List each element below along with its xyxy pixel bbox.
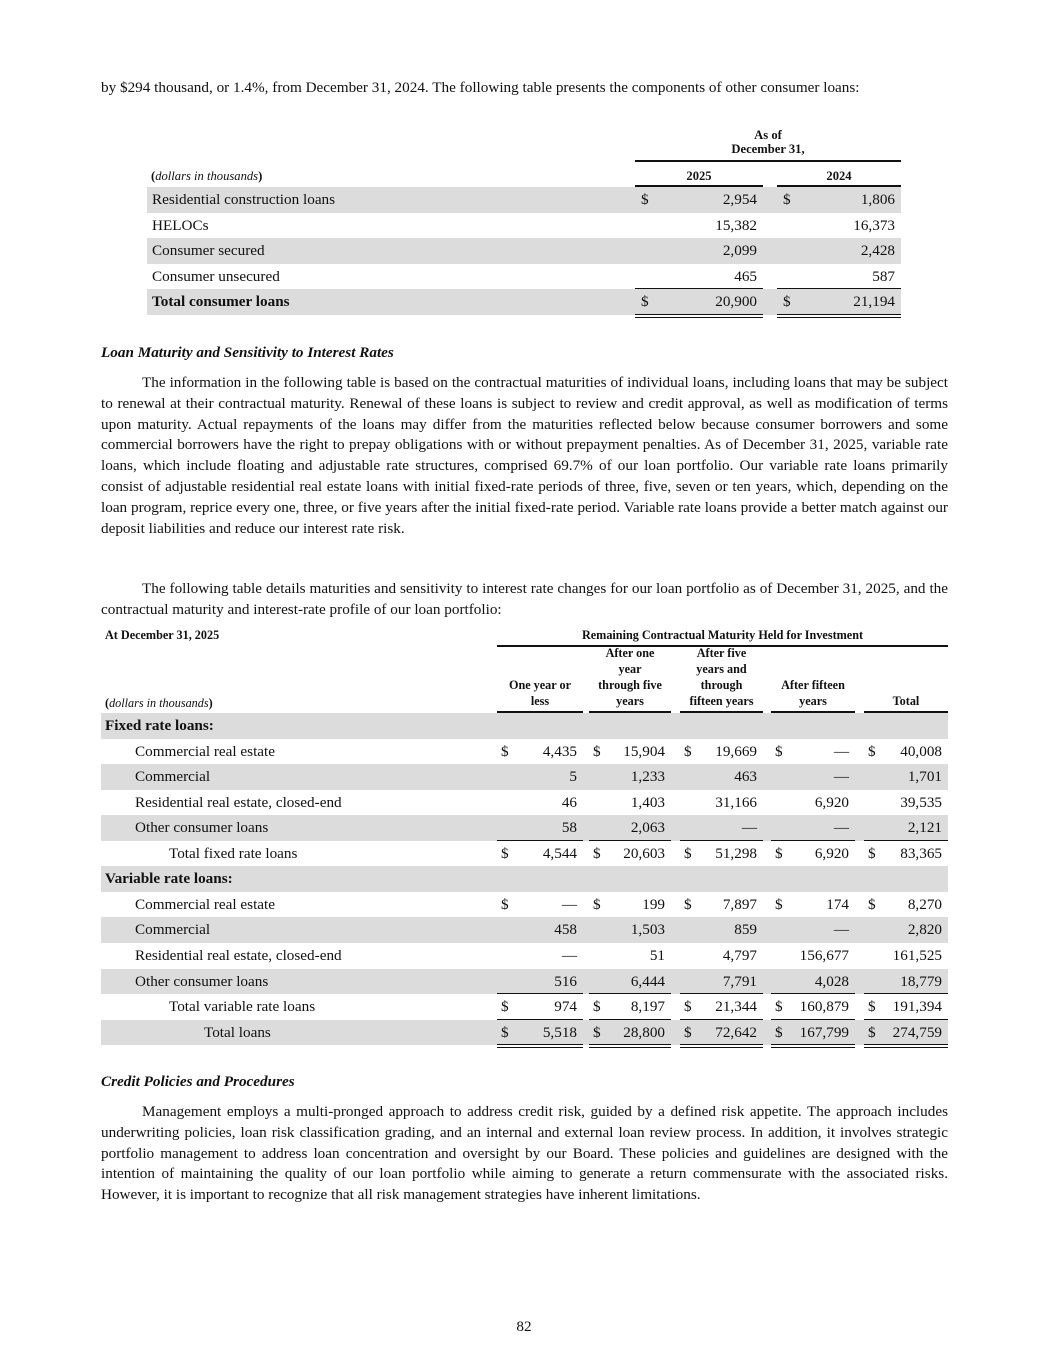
- currency-symbol: $: [593, 895, 601, 913]
- cell-value: 15,382: [715, 216, 757, 234]
- currency-symbol: $: [775, 895, 783, 913]
- cell-value: 2,954: [722, 191, 757, 208]
- row-label: Total loans: [204, 1023, 271, 1041]
- cell-value: 20,603: [623, 844, 665, 862]
- table-row: [101, 739, 948, 765]
- double-underline: [497, 1044, 583, 1048]
- units-label: (dollars in thousands): [105, 696, 213, 710]
- column-header-line: less: [530, 694, 550, 708]
- table-row: [101, 892, 948, 918]
- currency-symbol: $: [868, 1023, 876, 1041]
- double-underline: [771, 1044, 855, 1048]
- units-text: dollars in thousands: [155, 169, 259, 183]
- cell-value: 274,759: [892, 1023, 942, 1041]
- double-underline: [680, 1044, 763, 1048]
- subtotal-rule: [771, 993, 855, 994]
- section-label: Variable rate loans:: [105, 870, 233, 888]
- cell-value: 199: [642, 895, 665, 913]
- currency-symbol: $: [783, 293, 791, 311]
- table-row: [147, 238, 901, 264]
- cell-value: 167,799: [799, 1023, 849, 1041]
- currency-symbol: $: [684, 998, 692, 1016]
- table-row: [147, 213, 901, 239]
- column-header-line: After one: [605, 646, 655, 660]
- cell-value: 19,669: [715, 742, 757, 760]
- currency-symbol: $: [501, 998, 509, 1016]
- as-of-label: At December 31, 2025: [105, 628, 220, 642]
- row-label: Total consumer loans: [152, 293, 290, 311]
- cell-value: 6,920: [814, 844, 849, 862]
- row-label: Commercial: [135, 768, 211, 786]
- column-header: [771, 677, 855, 709]
- cell-value: 4,797: [722, 946, 757, 964]
- row-label: HELOCs: [152, 216, 209, 234]
- cell-value: 974: [554, 998, 577, 1016]
- cell-value: —: [833, 742, 849, 760]
- cell-value: 2,063: [630, 819, 665, 837]
- currency-symbol: $: [501, 844, 509, 862]
- currency-symbol: $: [501, 1023, 509, 1041]
- section-title-loan-maturity: Loan Maturity and Sensitivity to Interest Rates: [101, 344, 394, 361]
- currency-symbol: $: [775, 844, 783, 862]
- intro-paragraph: by $294 thousand, or 1.4%, from December 31, 2024. The following table presents the components of other consumer loans:: [101, 79, 860, 96]
- row-label: Other consumer loans: [135, 972, 269, 990]
- currency-symbol: $: [593, 742, 601, 760]
- total-rule: [497, 1019, 583, 1020]
- cell-value: 46: [561, 793, 577, 811]
- cell-value: 2,099: [722, 242, 757, 260]
- table-row: [101, 866, 948, 892]
- column-header-line: years: [799, 694, 827, 708]
- cell-value: 72,642: [715, 1023, 757, 1041]
- currency-symbol: $: [775, 1023, 783, 1041]
- currency-symbol: $: [868, 998, 876, 1016]
- column-header: [864, 693, 948, 709]
- column-header-line: years and: [696, 662, 747, 676]
- total-rule: [589, 1019, 671, 1020]
- group-header: Remaining Contractual Maturity Held for Investment: [581, 628, 864, 642]
- column-header-line: One year or: [508, 678, 572, 692]
- column-header-line: through: [700, 678, 743, 692]
- double-underline: [589, 1044, 671, 1048]
- subtotal-rule: [497, 993, 583, 994]
- cell-value: 7,897: [722, 895, 757, 913]
- column-header-line: years: [616, 694, 644, 708]
- table-row: [101, 790, 948, 816]
- currency-symbol: $: [775, 998, 783, 1016]
- currency-symbol: $: [684, 742, 692, 760]
- cell-value: 6,444: [630, 972, 665, 990]
- cell-value: 458: [554, 921, 577, 939]
- cell-value: 15,904: [623, 742, 665, 760]
- subtotal-rule: [771, 840, 855, 841]
- section-label: Fixed rate loans:: [105, 717, 214, 734]
- cell-value: 31,166: [715, 793, 757, 811]
- column-header-2025: 2025: [686, 169, 712, 183]
- currency-symbol: $: [593, 998, 601, 1016]
- double-underline: [635, 314, 763, 318]
- units-label: (dollars in thousands): [151, 169, 263, 183]
- cell-value: 28,800: [623, 1023, 665, 1041]
- maturity-paragraph-2: The following table details maturities and sensitivity to interest rate changes for our loan portfolio as of December 31, 2025, and the contractual maturity and interest-rate profile of our loan portfolio:: [101, 580, 948, 618]
- cell-value: 5: [569, 768, 577, 786]
- table-row: [101, 1020, 948, 1046]
- cell-value: 7,791: [722, 972, 757, 990]
- cell-value: —: [833, 921, 849, 939]
- row-label: Commercial: [135, 921, 211, 939]
- row-label: Commercial real estate: [135, 742, 275, 760]
- cell-value: 2,820: [907, 921, 942, 939]
- cell-value: 20,900: [715, 293, 757, 311]
- group-header-line: December 31,: [731, 142, 805, 156]
- cell-value: 156,677: [799, 946, 849, 964]
- cell-value: 587: [872, 267, 895, 285]
- cell-value: —: [741, 819, 757, 837]
- column-header-line: year: [618, 662, 642, 676]
- column-header-2024: 2024: [826, 169, 852, 183]
- cell-value: —: [833, 819, 849, 837]
- units-text: dollars in thousands: [109, 696, 209, 710]
- cell-value: 16,373: [853, 216, 895, 234]
- cell-value: 1,403: [630, 793, 665, 811]
- column-header: [589, 645, 671, 709]
- cell-value: 2,121: [907, 819, 942, 837]
- table-row: [147, 187, 901, 213]
- column-header: [497, 677, 583, 709]
- cell-value: —: [561, 946, 577, 964]
- cell-value: 4,028: [814, 972, 849, 990]
- table-row: [147, 289, 901, 315]
- currency-symbol: $: [593, 844, 601, 862]
- cell-value: 1,233: [630, 768, 665, 786]
- currency-symbol: $: [684, 895, 692, 913]
- double-underline: [777, 314, 901, 318]
- cell-value: 191,394: [892, 998, 942, 1016]
- column-header-line: fifteen years: [689, 694, 754, 708]
- cell-value: 516: [554, 972, 577, 990]
- total-rule: [864, 1019, 948, 1020]
- row-label: Total fixed rate loans: [169, 844, 298, 862]
- cell-value: 174: [826, 895, 849, 913]
- cell-value: 463: [734, 768, 757, 786]
- cell-value: 859: [734, 921, 757, 939]
- row-label: Total variable rate loans: [169, 998, 316, 1016]
- cell-value: 2,428: [860, 242, 895, 260]
- subtotal-rule: [864, 993, 948, 994]
- table-row: [101, 969, 948, 995]
- currency-symbol: $: [641, 293, 649, 311]
- column-header-line: After fifteen: [781, 678, 845, 692]
- currency-symbol: $: [868, 742, 876, 760]
- currency-symbol: $: [501, 742, 509, 760]
- subtotal-rule: [864, 840, 948, 841]
- cell-value: 8,197: [630, 998, 665, 1016]
- currency-symbol: $: [641, 191, 649, 208]
- total-rule: [635, 288, 763, 289]
- cell-value: —: [561, 895, 577, 913]
- table-row: [101, 764, 948, 790]
- header-rule: [635, 160, 901, 162]
- column-header: [680, 645, 763, 709]
- currency-symbol: $: [775, 742, 783, 760]
- cell-value: 1,701: [907, 768, 942, 786]
- cell-value: 58: [561, 819, 577, 837]
- currency-symbol: $: [684, 1023, 692, 1041]
- cell-value: 6,920: [814, 793, 849, 811]
- table-row: [101, 917, 948, 943]
- subtotal-rule: [589, 840, 671, 841]
- cell-value: —: [833, 768, 849, 786]
- subtotal-rule: [589, 993, 671, 994]
- row-label: Other consumer loans: [135, 819, 269, 837]
- cell-value: 160,879: [799, 998, 849, 1016]
- subtotal-rule: [497, 840, 583, 841]
- column-header-line: Total: [892, 694, 920, 708]
- currency-symbol: $: [868, 895, 876, 913]
- row-label: Residential real estate, closed-end: [135, 793, 342, 811]
- total-rule: [680, 1019, 763, 1020]
- subtotal-rule: [680, 840, 763, 841]
- currency-symbol: $: [684, 844, 692, 862]
- cell-value: 40,008: [900, 742, 942, 760]
- cell-value: 51,298: [715, 844, 757, 862]
- cell-value: 21,194: [853, 293, 895, 311]
- cell-value: 4,435: [542, 742, 577, 760]
- table-row: [101, 713, 948, 739]
- cell-value: 51: [649, 946, 665, 964]
- credit-policies-paragraph: Management employs a multi-pronged approach to address credit risk, guided by a defined risk appetite. The approach includes underwriting policies, loan risk classification grading, and an internal and external loan review process. In addition, it involves strategic portfolio management to address loan concentration and oversight by our Board. These policies and guidelines are designed with the intention of maintaining the quality of our loan portfolio while aiming to generate a return commensurate with the associated risks. However, it is important to recognize that all risk management strategies have inherent limitations.: [101, 1103, 948, 1204]
- table-row: [101, 841, 948, 867]
- table-row: [147, 264, 901, 290]
- table-row: [101, 994, 948, 1020]
- cell-value: 21,344: [715, 998, 757, 1016]
- row-label: Residential construction loans: [152, 191, 336, 208]
- maturity-paragraph-1: The information in the following table is based on the contractual maturities of individual loans, including loans that may be subject to renewal at their contractual maturity. Renewal of these loans is subject to review and credit approval, as well as modification of terms upon maturity. Actual repayments of the loans may differ from the maturities reflected below because consumer borrowers and some commercial borrowers have the right to prepay obligations with or without prepayment penalties. As of December 31, 2025, variable rate loans, which include floating and adjustable rate structures, comprised 69.7% of our loan portfolio. Our variable rate loans primarily consist of adjustable residential real estate loans with initial fixed-rate periods of three, five, seven or ten years, which, depending on the loan program, reprice every one, three, or five years after the initial fixed-rate period. Variable rate loans provide a better match against our deposit liabilities and reduce our interest rate risk.: [101, 374, 948, 537]
- group-header-line: As of: [754, 128, 782, 142]
- cell-value: 1,806: [860, 191, 895, 208]
- cell-value: 39,535: [900, 793, 942, 811]
- currency-symbol: $: [783, 191, 791, 208]
- currency-symbol: $: [868, 844, 876, 862]
- column-header-line: After five: [696, 646, 747, 660]
- subtotal-rule: [680, 993, 763, 994]
- section-title-credit-policies: Credit Policies and Procedures: [101, 1073, 295, 1090]
- row-label: Consumer unsecured: [152, 267, 280, 285]
- cell-value: 8,270: [907, 895, 942, 913]
- row-label: Commercial real estate: [135, 895, 275, 913]
- total-rule: [771, 1019, 855, 1020]
- cell-value: 5,518: [542, 1023, 577, 1041]
- double-underline: [864, 1044, 948, 1048]
- row-label: Consumer secured: [152, 242, 265, 260]
- cell-value: 465: [734, 267, 757, 285]
- cell-value: 161,525: [892, 946, 942, 964]
- page-number: 82: [516, 1318, 532, 1335]
- total-rule: [777, 288, 901, 289]
- consumer-table-group-header: [635, 128, 901, 156]
- table-row: [101, 815, 948, 841]
- currency-symbol: $: [501, 895, 509, 913]
- row-label: Residential real estate, closed-end: [135, 946, 342, 964]
- cell-value: 83,365: [900, 844, 942, 862]
- currency-symbol: $: [593, 1023, 601, 1041]
- table-row: [101, 943, 948, 969]
- column-header-line: through five: [598, 678, 662, 692]
- cell-value: 18,779: [900, 972, 942, 990]
- cell-value: 1,503: [630, 921, 665, 939]
- cell-value: 4,544: [542, 844, 577, 862]
